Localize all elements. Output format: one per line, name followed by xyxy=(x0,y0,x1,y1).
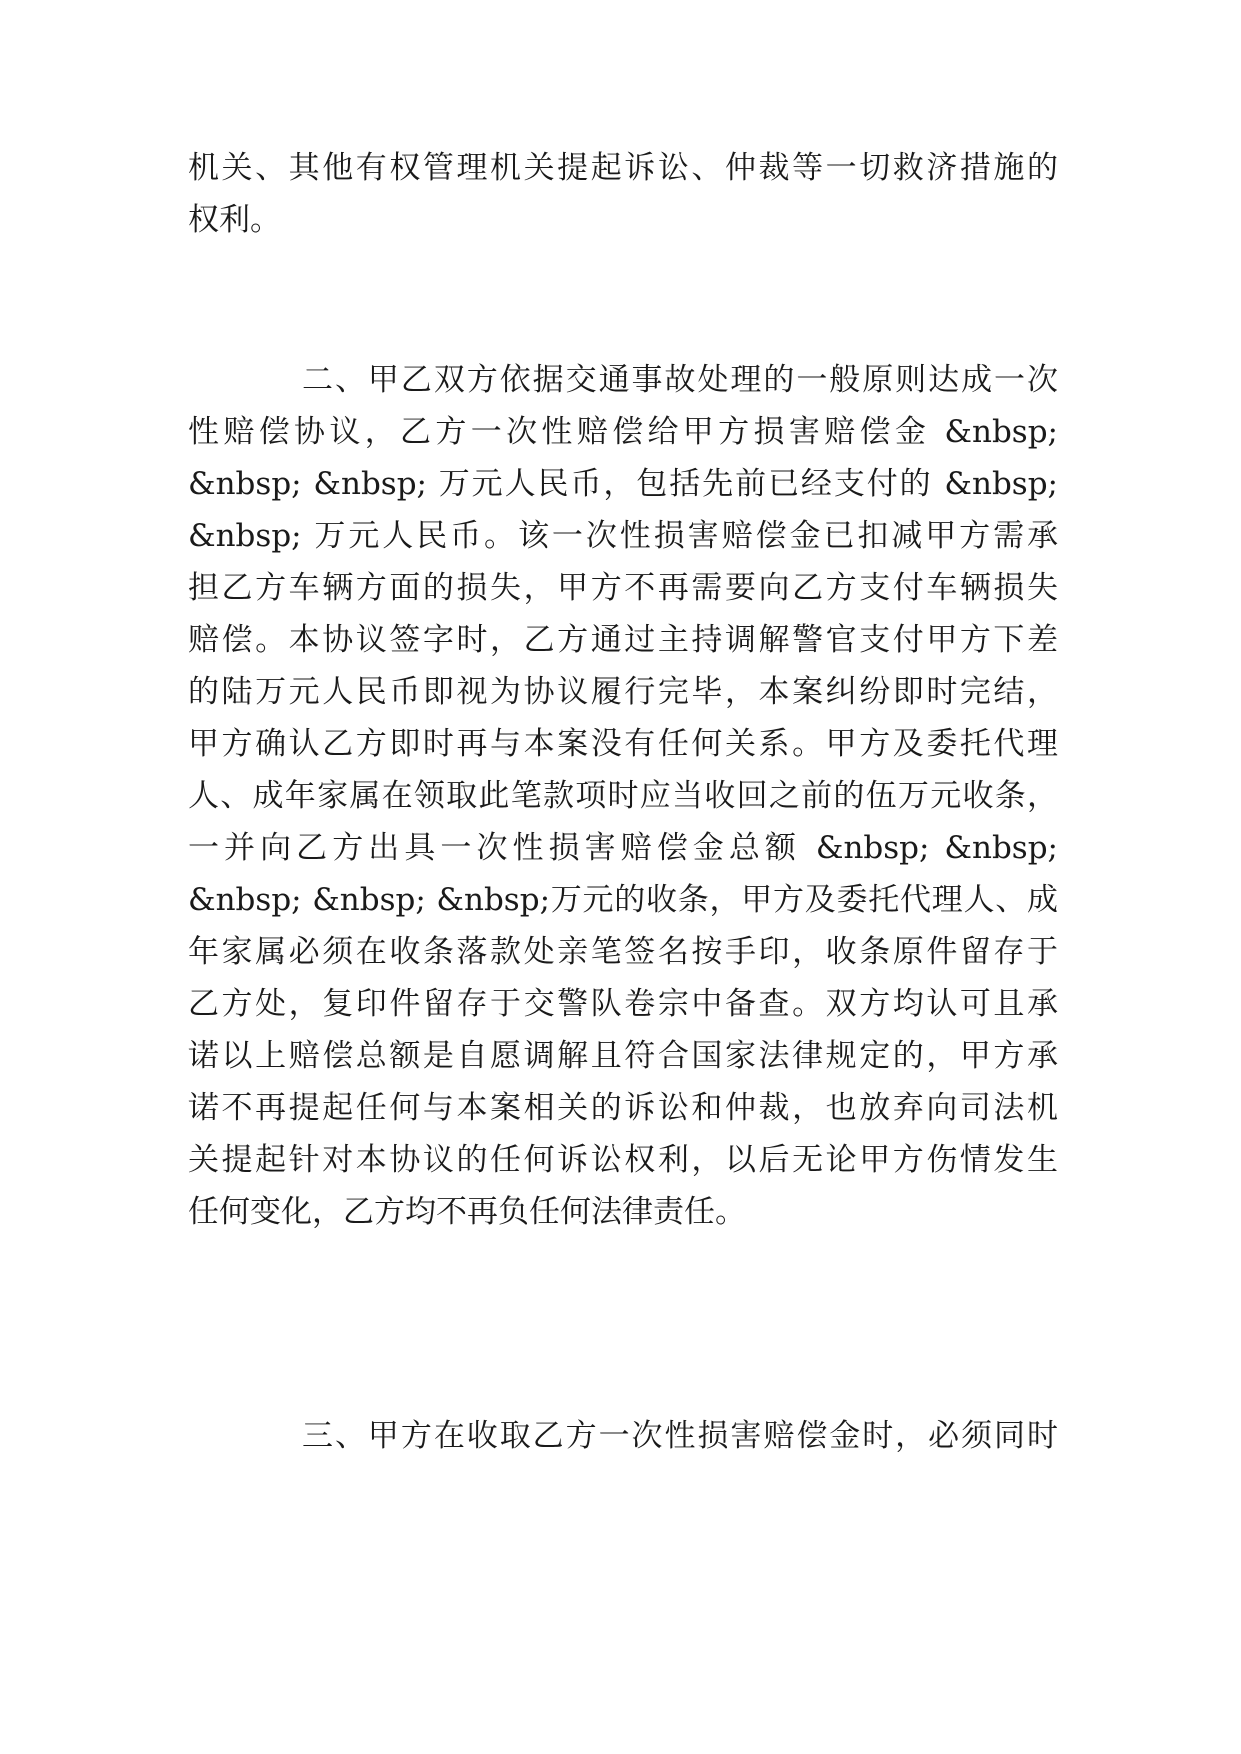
paragraph-2-line-2: 性赔偿协议，乙方一次性赔偿给甲方损害赔偿金 &nbsp; xyxy=(188,414,1058,450)
paragraph-2-line-1: 二、甲乙双方依据交通事故处理的一般原则达成一次 xyxy=(302,362,1058,398)
paragraph-2-line-16: 关提起针对本协议的任何诉讼权利，以后无论甲方伤情发生 xyxy=(188,1142,1058,1178)
paragraph-2-line-3: &nbsp; &nbsp; 万元人民币，包括先前已经支付的 &nbsp; xyxy=(188,466,1058,502)
paragraph-2-line-10: 一并向乙方出具一次性损害赔偿金总额 &nbsp; &nbsp; xyxy=(188,830,1058,866)
paragraph-2-line-15: 诺不再提起任何与本案相关的诉讼和仲裁，也放弃向司法机 xyxy=(188,1090,1058,1126)
paragraph-1-line-1: 机关、其他有权管理机关提起诉讼、仲裁等一切救济措施的 xyxy=(188,150,1058,186)
paragraph-2-line-8: 甲方确认乙方即时再与本案没有任何关系。甲方及委托代理 xyxy=(188,726,1058,762)
paragraph-1-line-2: 权利。 xyxy=(188,202,281,238)
paragraph-2-line-13: 乙方处，复印件留存于交警队卷宗中备查。双方均认可且承 xyxy=(188,986,1058,1022)
paragraph-3-line-1: 三、甲方在收取乙方一次性损害赔偿金时，必须同时 xyxy=(302,1418,1058,1454)
paragraph-2-line-9: 人、成年家属在领取此笔款项时应当收回之前的伍万元收条， xyxy=(188,778,1058,814)
paragraph-2-line-6: 赔偿。本协议签字时，乙方通过主持调解警官支付甲方下差 xyxy=(188,622,1058,658)
paragraph-2-line-11: &nbsp; &nbsp; &nbsp;万元的收条，甲方及委托代理人、成 xyxy=(188,882,1058,918)
paragraph-2-line-14: 诺以上赔偿总额是自愿调解且符合国家法律规定的，甲方承 xyxy=(188,1038,1058,1074)
paragraph-2-line-12: 年家属必须在收条落款处亲笔签名按手印，收条原件留存于 xyxy=(188,934,1058,970)
paragraph-2-line-5: 担乙方车辆方面的损失，甲方不再需要向乙方支付车辆损失 xyxy=(188,570,1058,606)
paragraph-2-line-7: 的陆万元人民币即视为协议履行完毕，本案纠纷即时完结， xyxy=(188,674,1058,710)
paragraph-2-line-4: &nbsp; 万元人民币。该一次性损害赔偿金已扣减甲方需承 xyxy=(188,518,1058,554)
paragraph-2-line-17: 任何变化，乙方均不再负任何法律责任。 xyxy=(188,1194,746,1230)
